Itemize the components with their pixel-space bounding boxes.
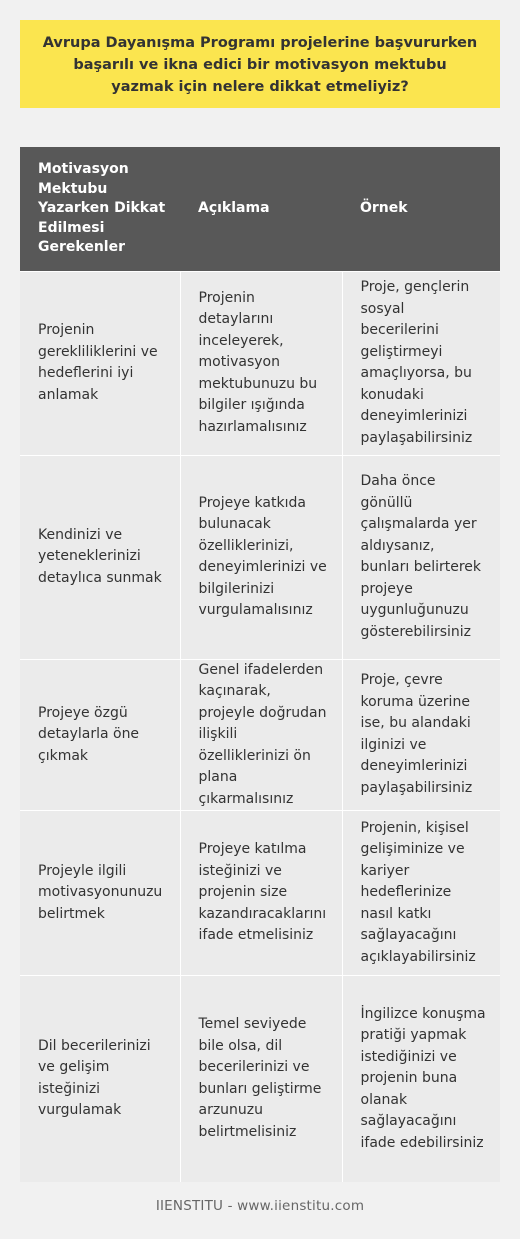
table-row — [20, 659, 500, 811]
table-cell-tip: Dil becerilerinizi ve gelişim isteğinizi vurgulamak — [20, 976, 180, 1182]
table-row — [20, 455, 500, 659]
table-cell-tip: Projeye özgü detaylarla öne çıkmak — [20, 659, 180, 811]
column-header-example: Örnek — [342, 147, 500, 271]
table-cell-example: Proje, çevre koruma üzerine ise, bu alandaki ilginizi ve deneyimlerinizi paylaşabilirsiniz — [342, 659, 500, 811]
table-cell-tip: Projeyle ilgili motivasyonunuzu belirtmek — [20, 811, 180, 976]
table-cell-example: İngilizce konuşma pratiği yapmak istediğinizi ve projenin buna olanak sağlayacağını ifade edebilirsiniz — [342, 976, 500, 1182]
table-cell-description: Projenin detaylarını inceleyerek, motivasyon mektubunuzu bu bilgiler ışığında hazırlamalısınız — [180, 271, 342, 455]
table-body — [20, 271, 500, 1182]
table-cell-tip: Kendinizi ve yeteneklerinizi detaylıca sunmak — [20, 455, 180, 659]
page-title: Avrupa Dayanışma Programı projelerine başvururken başarılı ve ikna edici bir motivasyon mektubu yazmak için nelere dikkat etmeliyiz? — [42, 35, 478, 95]
table-cell-example: Proje, gençlerin sosyal becerilerini geliştirmeyi amaçlıyorsa, bu konudaki deneyimlerinizi paylaşabilirsiniz — [342, 271, 500, 455]
column-header-tips: Motivasyon Mektubu Yazarken Dikkat Edilmesi Gerekenler — [20, 147, 180, 271]
footer-credit: IIENSTITU - www.iienstitu.com — [155, 1198, 365, 1214]
table-cell-description: Temel seviyede bile olsa, dil becerilerinizi ve bunları geliştirme arzunuzu belirtmelisiniz — [180, 976, 342, 1182]
table-cell-description: Projeye katılma isteğinizi ve projenin size kazandıracaklarını ifade etmelisiniz — [180, 811, 342, 976]
tips-table — [20, 147, 500, 1182]
table-header — [20, 147, 500, 271]
title-banner — [20, 20, 500, 108]
table-row — [20, 811, 500, 976]
table-cell-example: Daha önce gönüllü çalışmalarda yer aldıysanız, bunları belirterek projeye uygunluğunuzu gösterebilirsiniz — [342, 455, 500, 659]
table-cell-description: Genel ifadelerden kaçınarak, projeyle doğrudan ilişkili özelliklerinizi ön plana çıkarmalısınız — [180, 659, 342, 811]
column-header-description: Açıklama — [180, 147, 342, 271]
table-row — [20, 976, 500, 1182]
table-cell-description: Projeye katkıda bulunacak özelliklerinizi, deneyimlerinizi ve bilgilerinizi vurgulamalısınız — [180, 455, 342, 659]
table-header-row — [20, 147, 500, 271]
table-cell-tip: Projenin gerekliliklerini ve hedeflerini iyi anlamak — [20, 271, 180, 455]
table-cell-example: Projenin, kişisel gelişiminize ve kariyer hedeflerinize nasıl katkı sağlayacağını açıklayabilirsiniz — [342, 811, 500, 976]
table-row — [20, 271, 500, 455]
